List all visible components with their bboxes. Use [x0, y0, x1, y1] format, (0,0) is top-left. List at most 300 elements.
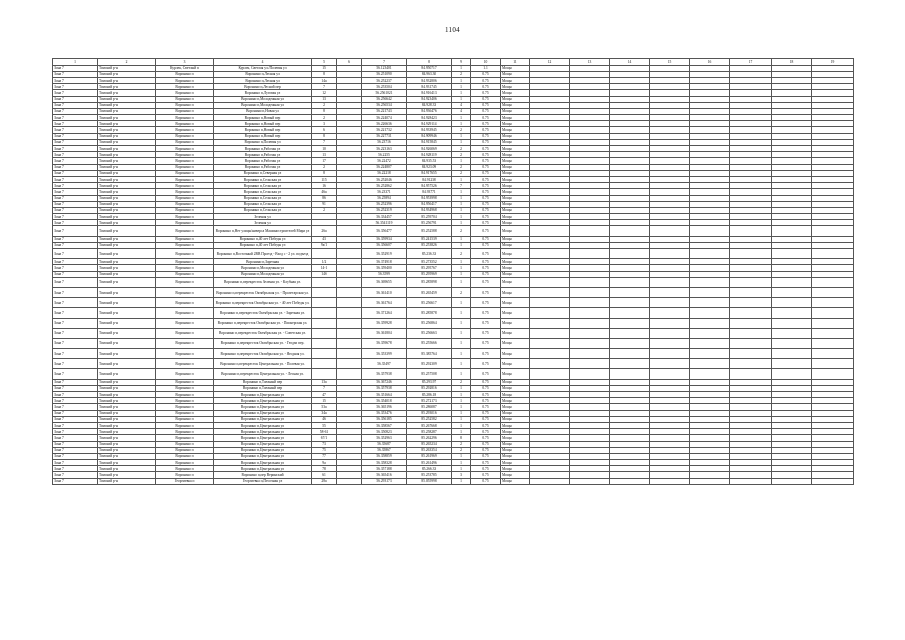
table-cell: Мощн	[501, 133, 530, 139]
table-cell: Воронино п	[156, 460, 214, 466]
table-cell	[730, 478, 772, 484]
table-cell: 85.273552	[407, 259, 452, 265]
table-cell: Зона 7	[53, 242, 98, 248]
table-cell: 53а	[312, 404, 337, 410]
table-cell: Мощн	[501, 201, 530, 207]
table-cell: Томский р-н	[98, 207, 156, 213]
table-cell: 2	[452, 170, 471, 176]
table-cell	[570, 308, 610, 318]
table-row	[53, 338, 854, 348]
table-cell: 1	[452, 139, 471, 145]
table-cell	[812, 287, 854, 297]
table-cell: 56.365416	[362, 472, 407, 478]
table-cell: Томский р-н	[98, 447, 156, 453]
table-cell: Томский р-н	[98, 158, 156, 164]
table-cell: 43	[312, 236, 337, 242]
table-cell: Томский р-н	[98, 265, 156, 271]
table-cell	[337, 478, 362, 484]
table-cell: 85.259704	[407, 214, 452, 220]
table-cell	[690, 359, 730, 369]
table-cell	[650, 287, 690, 297]
table-cell: 0.75	[471, 90, 501, 96]
table-cell	[610, 298, 650, 308]
table-cell: Зона 7	[53, 71, 98, 77]
table-cell	[772, 338, 812, 348]
table-row	[53, 298, 854, 308]
table-cell: Зона 7	[53, 435, 98, 441]
table-cell: 1	[452, 298, 471, 308]
table-cell: 84.915845	[407, 139, 452, 145]
table-cell: 56.252046	[362, 176, 407, 182]
table-cell	[730, 328, 772, 338]
table-cell: 0.75	[471, 121, 501, 127]
table-row	[53, 287, 854, 297]
table-cell: Воронино п	[156, 226, 214, 236]
table-cell: 8	[452, 435, 471, 441]
table-cell: Воронино п,Сельская ул	[214, 183, 312, 189]
table-cell	[730, 298, 772, 308]
table-cell: 56.22218	[362, 170, 407, 176]
table-cell: 85.295767	[407, 265, 452, 271]
table-cell	[690, 287, 730, 297]
table-cell: 84.953998	[407, 195, 452, 201]
table-cell: Томский р-н	[98, 410, 156, 416]
table-cell	[610, 359, 650, 369]
table-cell: Воронино п	[156, 90, 214, 96]
table-cell: 7	[312, 139, 337, 145]
table-cell: Мощн	[501, 158, 530, 164]
column-number: 16	[690, 59, 730, 66]
table-cell: 2	[452, 71, 471, 77]
table-cell: Воронино п,Центральная ул	[214, 416, 312, 422]
table-cell: Мощн	[501, 249, 530, 259]
table-cell: Зона 7	[53, 96, 98, 102]
table-cell: Мощн	[501, 121, 530, 127]
table-cell	[650, 226, 690, 236]
table-cell	[570, 226, 610, 236]
table-cell: Томский р-н	[98, 127, 156, 133]
table-cell: Воронино п,Новый пер	[214, 133, 312, 139]
table-cell: 1	[452, 65, 471, 71]
table-cell	[337, 298, 362, 308]
table-row	[53, 478, 854, 484]
table-cell	[812, 338, 854, 348]
table-cell: 85.253826	[407, 242, 452, 248]
table-cell: Воронино п,Новый пер	[214, 127, 312, 133]
table-cell: Воронино п,Центральная ул	[214, 460, 312, 466]
table-cell: 56.251090	[362, 71, 407, 77]
table-cell: Воронино п,перекресток Октябрьская ул. - Заречная ул.	[214, 308, 312, 318]
table-cell: 1	[452, 385, 471, 391]
table-cell: 85.263354	[407, 447, 452, 453]
table-cell: Зона 7	[53, 146, 98, 152]
table-cell	[730, 349, 772, 359]
table-cell: 2	[452, 146, 471, 152]
table-cell: 1	[452, 90, 471, 96]
table-cell: Томский р-н	[98, 226, 156, 236]
table-cell	[570, 298, 610, 308]
table-cell: 47	[312, 392, 337, 398]
table-cell: 84.956417	[407, 201, 452, 207]
table-cell: 78	[312, 466, 337, 472]
table-cell: Томский р-н	[98, 195, 156, 201]
table-cell: 84.935.53	[407, 158, 452, 164]
table-cell: Томский р-н	[98, 453, 156, 459]
table-row	[53, 277, 854, 287]
table-cell: Томский р-н	[98, 96, 156, 102]
table-cell: Воронино п	[156, 466, 214, 472]
table-cell: 13а	[312, 379, 337, 385]
table-cell: 0.75	[471, 265, 501, 271]
table-cell: Зона 7	[53, 127, 98, 133]
table-cell: 56.351664	[362, 392, 407, 398]
table-cell: 56.359400	[362, 265, 407, 271]
table-cell: Воронино п	[156, 453, 214, 459]
table-cell: Воронино п,Таежный пер	[214, 385, 312, 391]
table-cell	[337, 249, 362, 259]
table-cell: Воронино п,Молодежная ул	[214, 102, 312, 108]
table-cell	[312, 338, 337, 348]
table-cell	[772, 277, 812, 287]
table-cell: Воронино п,Лесной пер	[214, 84, 312, 90]
table-cell: Воронино п,Молодежная ул	[214, 271, 312, 277]
table-cell: Воронино п	[156, 429, 214, 435]
table-cell: 56.3541119	[362, 220, 407, 226]
table-cell: Воронино п,Луговая ул	[214, 90, 312, 96]
table-cell: Воронино п,Центральная ул	[214, 398, 312, 404]
table-cell: 9а	[312, 460, 337, 466]
table-cell	[650, 478, 690, 484]
table-cell: Воронино п,перекресток Центральная ул. - Лесная ул.	[214, 369, 312, 379]
table-cell	[812, 369, 854, 379]
table-cell: 85.286087	[407, 404, 452, 410]
table-cell: 1	[452, 277, 471, 287]
table-cell: Воронино п,Центральная ул	[214, 447, 312, 453]
table-cell: 8	[312, 71, 337, 77]
table-row	[53, 249, 854, 259]
column-number: 19	[812, 59, 854, 66]
table-cell: 84.93771	[407, 189, 452, 195]
table-cell: Зона 7	[53, 398, 98, 404]
table-cell	[312, 277, 337, 287]
table-cell: Воронино п,перекресток Октябрьская ул. - Советская ул.	[214, 328, 312, 338]
table-cell	[812, 226, 854, 236]
table-cell: 1	[452, 236, 471, 242]
table-cell: 2	[312, 164, 337, 170]
table-cell: 0.75	[471, 189, 501, 195]
table-cell: 85.265234	[407, 441, 452, 447]
column-number: 17	[730, 59, 772, 66]
table-cell: Мощн	[501, 359, 530, 369]
table-cell: 56.358567	[362, 422, 407, 428]
table-cell	[730, 318, 772, 328]
table-cell: 85.286.18	[407, 392, 452, 398]
column-number: 5	[312, 59, 337, 66]
table-cell: Мощн	[501, 429, 530, 435]
table-cell: Воронино п,пер Веринский	[214, 472, 312, 478]
table-cell: Зона 7	[53, 460, 98, 466]
table-cell	[530, 287, 570, 297]
table-header-row	[53, 59, 854, 66]
table-cell	[570, 338, 610, 348]
table-cell: Зона 7	[53, 369, 98, 379]
column-number: 8	[407, 59, 452, 66]
table-cell: Томский р-н	[98, 176, 156, 182]
table-cell	[312, 349, 337, 359]
table-cell: Воронино п	[156, 441, 214, 447]
table-cell: 85.272173	[407, 398, 452, 404]
table-cell: 1	[452, 478, 471, 484]
table-cell: Георгиевка п,Песочная ул	[214, 478, 312, 484]
table-cell: 46	[312, 416, 337, 422]
table-cell: 0.75	[471, 404, 501, 410]
table-cell: 0.75	[471, 152, 501, 158]
table-cell: Зона 7	[53, 338, 98, 348]
table-cell: 85.293016	[407, 410, 452, 416]
table-cell: 6	[312, 127, 337, 133]
table-cell: 0.75	[471, 201, 501, 207]
table-cell: 12	[312, 90, 337, 96]
table-cell: Мощн	[501, 349, 530, 359]
table-cell: 1	[452, 404, 471, 410]
table-cell: 85.055998	[407, 478, 452, 484]
table-cell: Воронино п,Сельская ул	[214, 189, 312, 195]
table-cell: 56.252396	[362, 201, 407, 207]
table-cell: Воронино п	[156, 242, 214, 248]
table-cell: 56.23716	[362, 139, 407, 145]
table-cell: 56.252862	[362, 183, 407, 189]
table-cell: Томский р-н	[98, 385, 156, 391]
table-cell: 0.75	[471, 71, 501, 77]
table-cell: Воронино п,Центральная ул	[214, 392, 312, 398]
table-cell	[650, 249, 690, 259]
table-cell: Воронино п,40 лет Победы ул	[214, 242, 312, 248]
table-cell: Зона 7	[53, 220, 98, 226]
table-cell: 0.75	[471, 422, 501, 428]
table-cell: Воронино п,Нет улицы/ниверса Машиностроителей Мира ул	[214, 226, 312, 236]
table-cell: 84.932806	[407, 77, 452, 83]
table-cell: 2	[452, 226, 471, 236]
table-cell: 26а	[312, 226, 337, 236]
table-cell: 1	[452, 84, 471, 90]
table-cell: Воронино п,Сельская ул	[214, 195, 312, 201]
table-cell: Воронино п	[156, 236, 214, 242]
table-cell: Зона 7	[53, 447, 98, 453]
table-cell: 85.292309	[407, 359, 452, 369]
table-cell: Зона 7	[53, 349, 98, 359]
table-cell	[530, 298, 570, 308]
table-cell: Мощн	[501, 108, 530, 114]
table-cell	[730, 308, 772, 318]
table-cell: 2	[452, 441, 471, 447]
table-cell: Зона 7	[53, 183, 98, 189]
table-cell: 85.257508	[407, 369, 452, 379]
table-cell: 1/2	[312, 259, 337, 265]
table-cell: Воронино п	[156, 435, 214, 441]
table-cell: Зона 7	[53, 271, 98, 277]
table-cell: 0.75	[471, 379, 501, 385]
table-cell: 84.928119	[407, 152, 452, 158]
column-number: 2	[98, 59, 156, 66]
table-cell	[772, 287, 812, 297]
table-cell: Томский р-н	[98, 359, 156, 369]
table-cell: 85.262296	[407, 435, 452, 441]
table-cell: Томский р-н	[98, 429, 156, 435]
table-cell: Зона 7	[53, 429, 98, 435]
table-cell: 0.75	[471, 308, 501, 318]
table-cell: 1	[452, 338, 471, 348]
table-cell: 1	[452, 207, 471, 213]
table-cell: 85.252588	[407, 226, 452, 236]
table-cell: Воронино п	[156, 183, 214, 189]
table-cell	[812, 478, 854, 484]
table-cell: 0.75	[471, 115, 501, 121]
table-cell: 0.75	[471, 453, 501, 459]
table-cell: Мощн	[501, 214, 530, 220]
column-number: 1	[53, 59, 98, 66]
table-cell: 0.75	[471, 385, 501, 391]
table-cell: 2	[312, 207, 337, 213]
table-cell: 4	[452, 102, 471, 108]
table-cell: 0.75	[471, 441, 501, 447]
table-cell	[530, 328, 570, 338]
table-cell: 0.75	[471, 249, 501, 259]
table-cell	[530, 308, 570, 318]
table-cell: 13	[312, 152, 337, 158]
table-cell: Томский р-н	[98, 392, 156, 398]
table-cell: 84.928423	[407, 115, 452, 121]
table-cell: 61	[312, 472, 337, 478]
table-cell	[730, 287, 772, 297]
table-cell: 15	[312, 65, 337, 71]
column-number: 14	[610, 59, 650, 66]
column-number: 4	[214, 59, 312, 66]
table-cell	[530, 249, 570, 259]
table-cell: 4	[452, 108, 471, 114]
table-cell	[337, 308, 362, 318]
table-cell: 0.75	[471, 108, 501, 114]
table-cell	[530, 226, 570, 236]
table-cell: Воронино п,Новый пер	[214, 115, 312, 121]
table-cell: Воронино п,Центральная ул	[214, 429, 312, 435]
table-cell: 56.357938	[362, 369, 407, 379]
table-cell: 1	[452, 121, 471, 127]
table-cell: 56.358859	[362, 453, 407, 459]
table-cell: Зона 7	[53, 404, 98, 410]
table-cell: Зона 7	[53, 115, 98, 121]
table-cell: 1	[452, 453, 471, 459]
table-cell	[337, 359, 362, 369]
table-cell: 0.75	[471, 176, 501, 182]
table-cell: 0.75	[471, 478, 501, 484]
table-cell: Мощн	[501, 478, 530, 484]
table-cell: 84.933945	[407, 127, 452, 133]
table-cell	[610, 349, 650, 359]
registry-table-container	[52, 58, 853, 485]
table-cell	[650, 308, 690, 318]
table-cell: Томский р-н	[98, 422, 156, 428]
table-cell: Зона 7	[53, 298, 98, 308]
table-cell: Георгиевка п	[156, 478, 214, 484]
table-cell: Воронино п,Сельская ул	[214, 201, 312, 207]
table-cell: 73	[312, 441, 337, 447]
table-cell: 16	[312, 183, 337, 189]
table-cell: 85.385764	[407, 349, 452, 359]
table-cell	[530, 277, 570, 287]
table-cell: Мощн	[501, 127, 530, 133]
table-cell: 84.923.09	[407, 164, 452, 170]
table-cell: Воронино п	[156, 214, 214, 220]
table-cell: 0.75	[471, 220, 501, 226]
table-cell: 85.267668	[407, 422, 452, 428]
table-cell: 15	[312, 398, 337, 404]
table-cell: Воронино п,Центральная ул	[214, 435, 312, 441]
table-cell: 1	[452, 259, 471, 265]
table-cell: Мощн	[501, 242, 530, 248]
table-cell: 0.75	[471, 127, 501, 133]
table-cell: Мощн	[501, 71, 530, 77]
table-cell: 14-1	[312, 265, 337, 271]
table-cell	[812, 318, 854, 328]
table-cell: 85.261496	[407, 460, 452, 466]
table-cell: Мощн	[501, 139, 530, 145]
table-cell	[610, 287, 650, 297]
table-cell: 0.75	[471, 146, 501, 152]
table-cell: 7	[312, 84, 337, 90]
table-cell: Воронино п,Центральная ул	[214, 466, 312, 472]
table-cell: Томский р-н	[98, 287, 156, 297]
table-cell: Воронино п,Рабочая ул	[214, 146, 312, 152]
table-cell: Мощн	[501, 308, 530, 318]
table-cell: 34а	[312, 410, 337, 416]
table-cell: 0.75	[471, 84, 501, 90]
table-cell: 14а	[312, 77, 337, 83]
column-number: 13	[570, 59, 610, 66]
table-cell: 84.928.33	[407, 102, 452, 108]
table-cell	[312, 249, 337, 259]
table-cell: Мощн	[501, 460, 530, 466]
table-cell: Зона 7	[53, 466, 98, 472]
table-cell: Воронино п	[156, 338, 214, 348]
table-cell: Воронино п	[156, 84, 214, 90]
table-cell: 85.295969	[407, 271, 452, 277]
table-cell	[690, 349, 730, 359]
table-cell: 10	[312, 146, 337, 152]
table-cell: Мощн	[501, 466, 530, 472]
table-cell: 56.359928	[362, 318, 407, 328]
table-cell: Зона 7	[53, 108, 98, 114]
table-cell: 56.252319	[362, 207, 407, 213]
table-cell	[812, 308, 854, 318]
table-cell: 1	[452, 318, 471, 328]
table-cell: 85.293.97	[407, 379, 452, 385]
table-cell: Мощн	[501, 115, 530, 121]
table-cell: 85.256663	[407, 328, 452, 338]
table-cell: Воронино п	[156, 410, 214, 416]
table-cell	[530, 349, 570, 359]
table-cell: 1	[452, 133, 471, 139]
table-cell: 56.224074	[362, 115, 407, 121]
table-cell	[772, 349, 812, 359]
table-cell	[530, 369, 570, 379]
table-cell: 46а	[312, 189, 337, 195]
table-cell: 56.23371	[362, 189, 407, 195]
table-cell	[772, 308, 812, 318]
table-row	[53, 318, 854, 328]
table-cell: 14б	[312, 271, 337, 277]
table-cell: Воронино п,Центральная ул	[214, 410, 312, 416]
table-cell: 1	[452, 416, 471, 422]
